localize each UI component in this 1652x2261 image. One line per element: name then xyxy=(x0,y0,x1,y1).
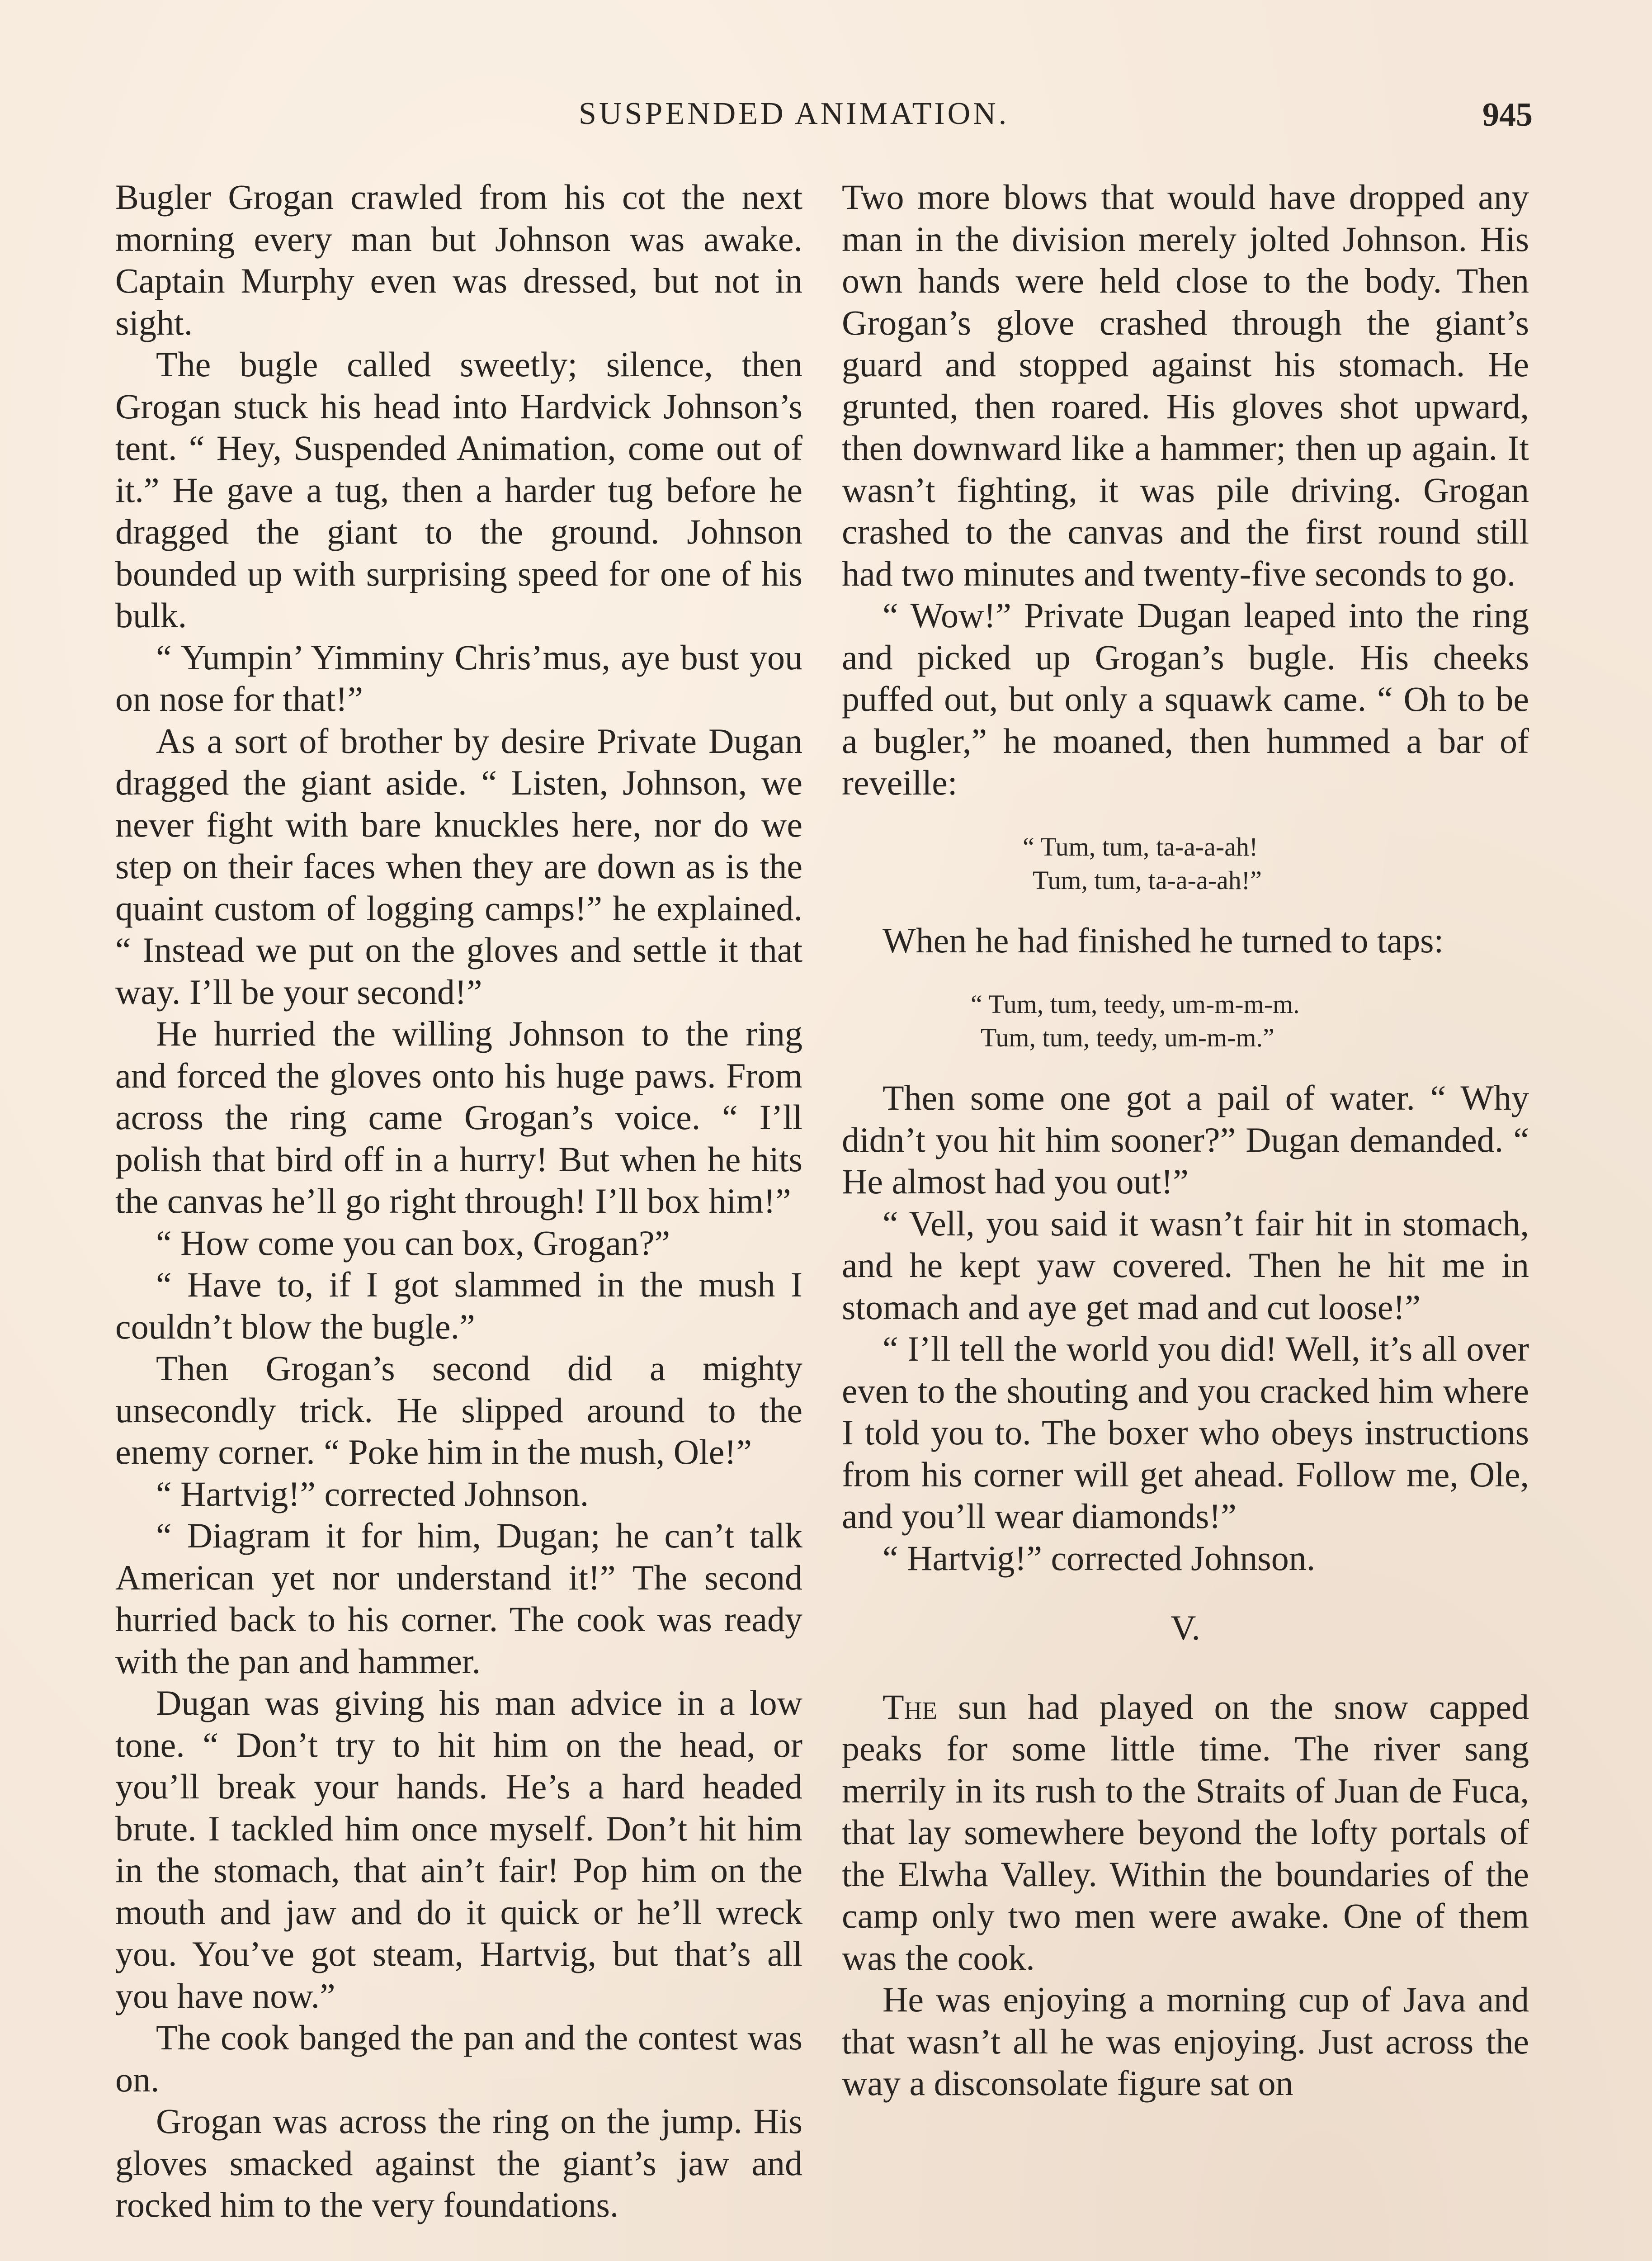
paragraph: “ I’ll tell the world you did! Well, it’s all over even to the shouting and you cracked him where I told you to. The boxer who obeys instructions from his corner will get ahead. Follow me, Ole, and you’ll wear diamonds!” xyxy=(842,1329,1529,1536)
paragraph: “ Hartvig!” corrected Johnson. xyxy=(883,1538,1316,1578)
paragraph: “ Hartvig!” corrected Johnson. xyxy=(156,1474,589,1514)
paragraph: He was enjoying a morning cup of Java and that wasn’t all he was enjoying. Just across the way a disconsolate figure sat on xyxy=(842,1980,1529,2103)
paragraph: The bugle called sweetly; silence, then Grogan stuck his head into Hardvick Johnson’s tent. “ Hey, Suspended Animation, come out of it.” He gave a tug, then a harder tug before he dragged the giant to the ground. Johnson bounded up with surprising speed for one of his bulk. xyxy=(115,345,802,635)
verse-line: “ Tum, tum, ta-a-a-ah! xyxy=(1023,832,1258,861)
paragraph: “ Yumpin’ Yimminy Chris’mus, aye bust you on nose for that!” xyxy=(115,637,802,719)
paragraph: “ Vell, you said it wasn’t fair hit in stomach, and he kept yaw covered. Then he hit me in stomach and aye get mad and cut loose!” xyxy=(842,1203,1529,1327)
paragraph-text: sun had played on the snow capped peaks for some little time. The river sang merrily in its rush to the Straits of Juan de Fuca, that lay somewhere beyond the lofty portals of the Elwha Valley. Within the boundaries of the camp only two men were awake. One of them was the cook. xyxy=(842,1687,1529,1977)
verse-line: Tum, tum, teedy, um-m-m.” xyxy=(981,1023,1274,1052)
paragraph: Two more blows that would have dropped any man in the division merely jolted Johnson. His own hands were held close to the body. Then Grogan’s glove crashed through the giant’s guard and stopped against his stomach. He grunted, then roared. His gloves shot upward, then downward like a hammer; then up again. It wasn’t fighting, it was pile driving. Grogan crashed to the canvas and the first round still had two minutes and twenty-five seconds to go. xyxy=(842,177,1529,593)
paragraph: “ Have to, if I got slammed in the mush I couldn’t blow the bugle.” xyxy=(115,1265,802,1346)
page-number: 945 xyxy=(1482,96,1533,133)
paragraph xyxy=(842,1686,1529,1979)
paragraph: When he had finished he turned to taps: xyxy=(883,920,1444,960)
section-heading: V. xyxy=(1171,1608,1200,1647)
small-caps-lead: The xyxy=(883,1687,937,1726)
paragraph: He hurried the willing Johnson to the ring and forced the gloves onto his huge paws. From across the ring came Grogan’s voice. “ I’ll polish that bird off in a hurry! But when he hits the canvas he’ll go right through! I’ll box him!” xyxy=(115,1014,802,1220)
paragraph: The cook banged the pan and the contest was on. xyxy=(115,2018,802,2099)
verse-line: “ Tum, tum, teedy, um-m-m-m. xyxy=(971,989,1300,1019)
paragraph: Grogan was across the ring on the jump. His gloves smacked against the giant’s jaw and rocked him to the very foundations. xyxy=(115,2101,802,2224)
paragraph: As a sort of brother by desire Private Dugan dragged the giant aside. “ Listen, Johnson, we never fight with bare knuckles here, nor do we step on their faces when they are down as is the quaint custom of logging camps!” he explained. “ Instead we put on the gloves and settle it that way. I’ll be your second!” xyxy=(115,721,802,1012)
paragraph: Dugan was giving his man advice in a low tone. “ Don’t try to hit him on the head, or you’ll break your hands. He’s a hard headed brute. I tackled him once myself. Don’t hit him in the stomach, that ain’t fair! Pop him on the mouth and jaw and do it quick or he’ll wreck you. You’ve got steam, Hartvig, but that’s all you have now.” xyxy=(115,1683,802,2015)
paragraph: “ Diagram it for him, Dugan; he can’t talk American yet nor understand it!” The second hurried back to his corner. The cook was ready with the pan and hammer. xyxy=(115,1516,802,1681)
paragraph: “ How come you can box, Grogan?” xyxy=(156,1223,670,1263)
left-column xyxy=(115,176,802,2226)
paragraph: Then some one got a pail of water. “ Why didn’t you hit him sooner?” Dugan demanded. “ He almost had you out!” xyxy=(842,1078,1529,1201)
paragraph: Then Grogan’s second did a mighty unsecondly trick. He slipped around to the enemy corner. “ Poke him in the mush, Ole!” xyxy=(115,1348,802,1471)
page-header xyxy=(579,96,1533,146)
running-head: SUSPENDED ANIMATION. xyxy=(579,96,1010,131)
paragraph: Bugler Grogan crawled from his cot the next morning every man but Johnson was awake. Captain Murphy even was dressed, but not in sight. xyxy=(115,177,802,342)
verse-reveille xyxy=(842,830,1529,897)
right-column xyxy=(842,176,1529,2105)
verse-line: Tum, tum, ta-a-a-ah!” xyxy=(1033,865,1262,895)
verse-taps xyxy=(842,988,1529,1055)
paragraph: “ Wow!” Private Dugan leaped into the ring and picked up Grogan’s bugle. His cheeks puffed out, but only a squawk came. “ Oh to be a bugler,” he moaned, then hummed a bar of reveille: xyxy=(842,596,1529,802)
